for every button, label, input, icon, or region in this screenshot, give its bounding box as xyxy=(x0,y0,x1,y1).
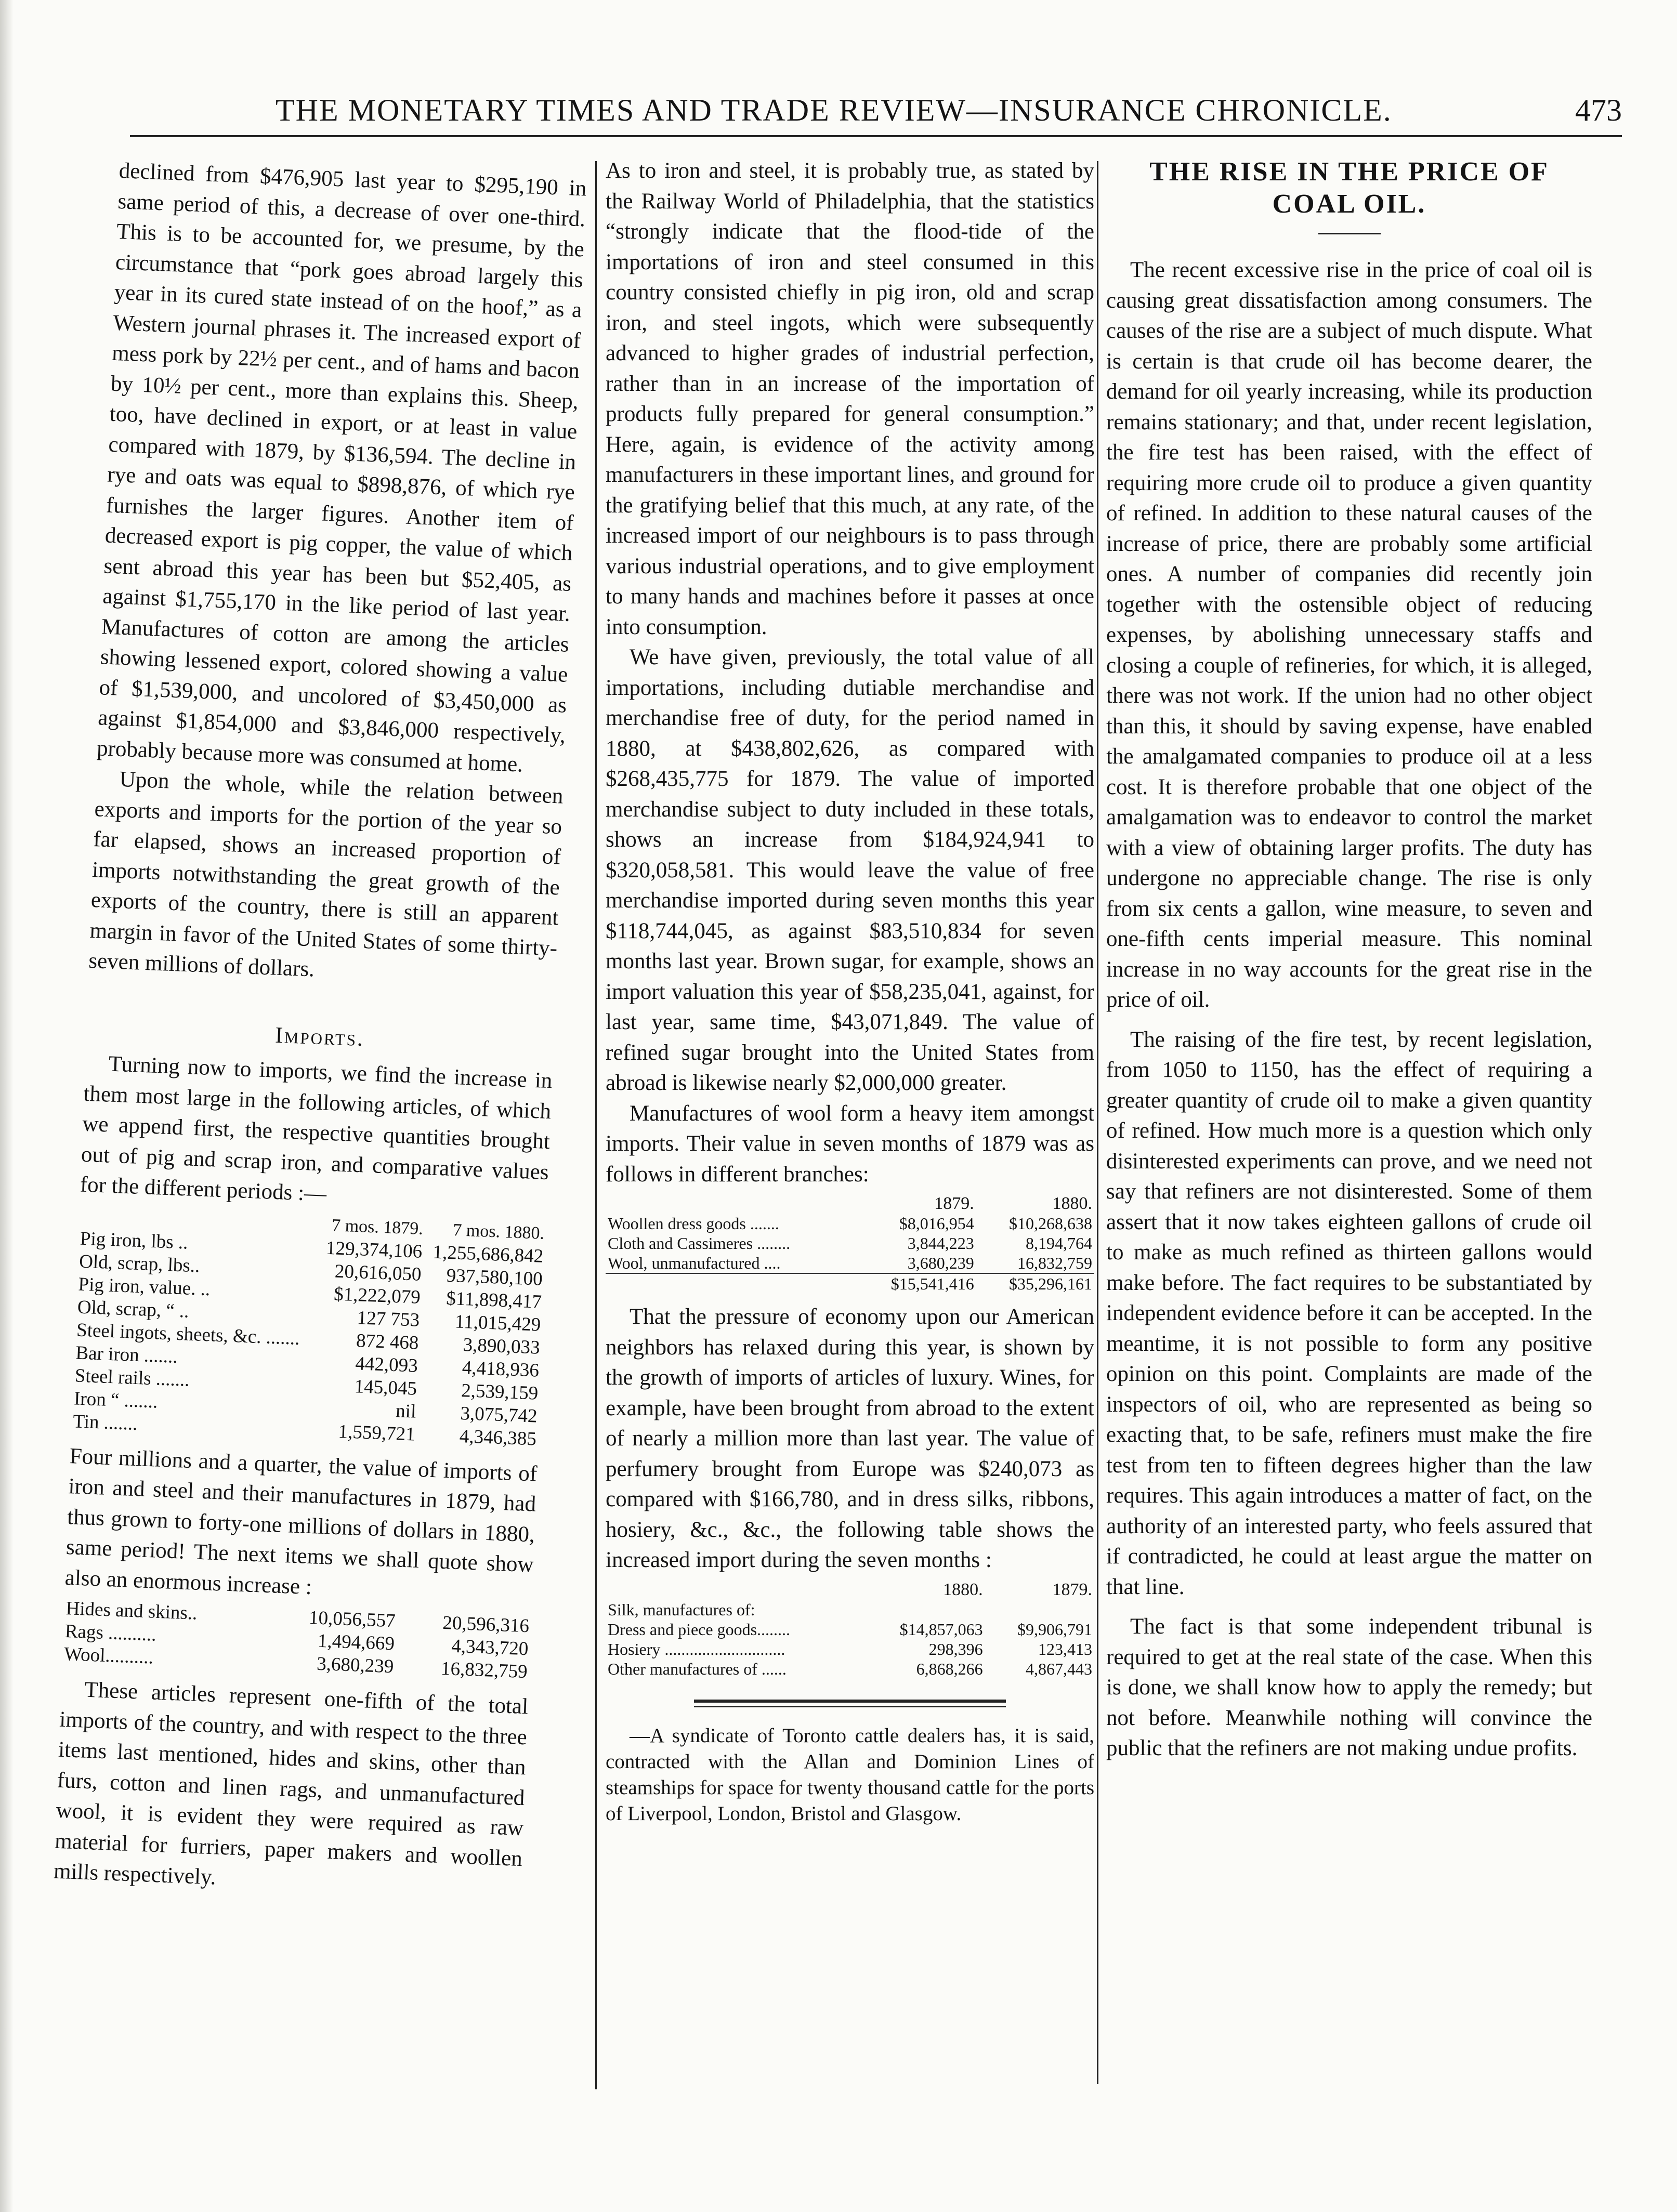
news-note: —A syndicate of Toronto cattle dealers has, it is said, contracted with the Allan and Dominion Lines of steamships for space for twenty thousand cattle for the ports of Liverpool, London, Bristol and Glasgow. xyxy=(606,1724,1094,1825)
table-header: 1879. xyxy=(1052,1579,1092,1599)
table-row: Hosiery ............................. 298,396 123,413 xyxy=(608,1639,1092,1658)
section-divider xyxy=(694,1700,1006,1707)
title-rule xyxy=(1318,233,1381,234)
paragraph: That the pressure of economy upon our American neighbors has relaxed during this year, is shown by the growth of imports of articles of luxury. Wines, for example, have been brought from abroad to the extent of nearly a million more than last year. The value of perfumery brought from Europe was $240,073 as compared with $166,780, and in dress silks, ribbons, hosiery, &c., &c., the following table shows the increased import during the seven months : xyxy=(606,1305,1094,1572)
paragraph: The raising of the fire test, by recent legislation, from 1050 to 1150, has the effect of requiring a greater quantity of crude oil to make a given quantity of refined. How much more is a question which only disinterested experiments can prove, and we need not say that refiners are not disinterested. Some of them assert that it now takes eighteen gallons of crude oil to make as much refined as thirteen gallons would make before. The fact requires to be substantiated by independent evidence before it can be accepted. In the meantime, it is not possible to form any positive opinion on this point. Complaints are made of the inspectors of oil, who are represented as being so exacting that, to be safe, refiners must make the fire test from ten to fifteen degrees higher than the law requires. This again introduces a matter of fact, on the authority of an interested party, who feels assured that if contradicted, he could at least argue the matter on that line. xyxy=(1106,1027,1592,1599)
paragraph: As to iron and steel, it is probably true, as stated by the Railway World of Philadelphia, that the statistics “strongly indicate that the flood-tide of the importations of iron and steel consumed in this country consisted chiefly in pig iron, old and scrap iron, and steel ingots, which were subsequently advanced to higher grades of industrial perfection, rather than in an increase of the importation of products fully prepared for general consumption.” Here, again, is evidence of the activity among manufacturers in these important lines, and ground for the gratifying belief that this much, at any rate, of the increased import of our neighbours is to pass through various industrial operations, and to give employment to many hands and machines before it passes at once into consumption. xyxy=(606,159,1094,639)
paragraph: Upon the whole, while the relation between exports and imports for the portion of the year so far elapsed, shows an increased proportion of imports notwithstanding the great growth of the exports of the country, there is still an apparent margin in favor of the United States of some thirty-seven millions of dollars. xyxy=(88,767,564,982)
table-header: 1880. xyxy=(943,1579,983,1599)
table-row: Other manufactures of ...... 6,868,266 4,867,443 xyxy=(608,1659,1092,1678)
running-title: THE MONETARY TIMES AND TRADE REVIEW—INSURANCE CHRONICLE. xyxy=(276,93,1392,127)
paragraph: Manufactures of wool form a heavy item amongst imports. Their value in seven months of 1879 was as follows in different branches: xyxy=(606,1101,1094,1187)
paragraph: Turning now to imports, we find the increase in them most large in the following articles, of which we append first, the respective quantities brought out of pig and scrap iron, and comparative values for the different periods :— xyxy=(80,1051,553,1206)
column-left xyxy=(53,156,587,1905)
table-row: Bar iron ....... 442,093 4,418,936 xyxy=(75,1341,540,1381)
table-row: Silk, manufactures of: xyxy=(608,1600,755,1619)
table-row: Tin ....... 1,559,721 4,346,385 xyxy=(72,1410,537,1450)
column-rule xyxy=(1097,161,1098,2084)
table-row: Rags .......... 1,494,669 4,343,720 xyxy=(64,1621,529,1660)
table-row: Cloth and Cassimeres ........ 3,844,223 8,194,764 xyxy=(608,1234,1092,1253)
column-middle xyxy=(606,156,1094,1827)
table-row: Steel ingots, sheets, &c. ....... 872 468 3,890,033 xyxy=(76,1319,541,1359)
table-row: Iron “ ....... nil 3,075,742 xyxy=(73,1387,538,1427)
column-rule xyxy=(595,161,597,2089)
table-row: Wool, unmanufactured .... 3,680,239 16,832,759 xyxy=(608,1254,1092,1272)
paragraph: The recent excessive rise in the price of coal oil is causing great dissatisfaction among consumers. The causes of the rise are a subject of much dispute. What is certain is that crude oil has become dearer, the demand for oil yearly increasing, while its production remains stationary; and that, under recent legislation, the fire test has been raised, with the effect of requiring more crude oil to produce a given quantity of refined. In addition to these natural causes of the increase of price, there are probably some artificial ones. A number of companies did recently join together with the ostensible object of reducing expenses, by abolishing unnecessary staffs and closing a couple of refineries, for which, it is alleged, there was not work. If the union had no other object than this, it should by saving expense, have enabled the amalgamated companies to produce oil at a less cost. It is therefore probable that one object of the amalgamation was to endeavor to control the market with a view of obtaining larger profits. The duty has undergone no appreciable change. The rise is only from six cents a gallon, wine measure, to seven and one-fifth cents imperial measure. This nominal increase in no way accounts for the great rise in the price of oil. xyxy=(1106,258,1592,1012)
table-header: 1879. xyxy=(934,1194,974,1213)
table-header xyxy=(606,1194,858,1214)
table-row: Steel rails ....... 145,045 2,539,159 xyxy=(74,1364,539,1404)
section-heading: Imports. xyxy=(274,1022,365,1051)
paragraph: Four millions and a quarter, the value of imports of iron and steel and their manufactures in 1879, had thus grown to forty-one millions of dollars in 1880, same period! The next items we shall quote show also an enormous increase : xyxy=(64,1443,538,1599)
binding-shadow xyxy=(0,0,14,2212)
column-right xyxy=(1106,156,1592,1764)
table-total-row: $15,541,416 $35,296,161 xyxy=(606,1273,1094,1294)
paragraph: We have given, previously, the total value of all importations, including dutiable merchandise and merchandise free of duty, for the period named in 1880, at $438,802,626, as compared with $268,435,775 for 1879. The value of imported merchandise subject to duty included in these totals, shows an increase from $184,924,941 to $320,058,581. This would leave the value of free merchandise imported during seven months this year $118,744,045, as against $83,510,834 for seven months last year. Brown sugar, for example, shows an import valuation this year of $58,235,041, against, for last year, same time, $43,071,849. The value of refined sugar brought into the United States from abroad is likewise nearly $2,000,000 greater. xyxy=(606,645,1094,1095)
hides-rags-wool-table xyxy=(61,1597,531,1683)
table-header: 7 mos. 1879. xyxy=(331,1215,424,1239)
page-header xyxy=(130,83,1622,137)
paragraph: The fact is that some independent tribunal is required to get at the real state of the case. When this is done, we shall know how to apply the remedy; but not before. Meanwhile nothing will convince the public that the refiners are not making undue profits. xyxy=(1106,1614,1592,1760)
table-row: Hides and skins.. 10,056,557 20,596,316 xyxy=(65,1598,530,1637)
table-row: Dress and piece goods........ $14,857,063 $9,906,791 xyxy=(608,1620,1092,1639)
article-title: THE RISE IN THE PRICE OF COAL OIL. xyxy=(1149,157,1549,219)
table-row: Pig iron, lbs .. 129,374,106 1,255,686,842 xyxy=(80,1228,544,1267)
paragraph: These articles represent one-fifth of the total imports of the country, and with respect to the three items last mentioned, hides and skins, other than furs, cotton and linen rags, and unmanufactured wool, it is evident they were required as raw material for furriers, paper makers and woollen mills respectively. xyxy=(53,1677,529,1890)
table-row: Old, scrap, lbs.. 20,616,050 937,580,100 xyxy=(78,1250,543,1290)
silk-manufactures-table xyxy=(606,1580,1094,1679)
table-row: Wool.......... 3,680,239 16,832,759 xyxy=(63,1643,528,1683)
paragraph: declined from $476,905 last year to $295,190 in same period of this, a decrease of over one-third. This is to be accounted for, we presume, by the circumstance that “pork goes abroad largely this year in its cured state instead of on the hoof,” as a Western journal phrases it. The increased export of mess pork by 22½ per cent., and of hams and bacon by 10½ per cent., more than explains this. Sheep, too, have declined in export, or at least in value compared with 1879, by $136,594. The decline in rye and oats was equal to $898,876, of which rye furnishes the larger figures. Another item of decreased export is pig copper, the value of which sent abroad this year has been but $52,405, as against $1,755,170 in the like period of last year. Manufactures of cotton are among the articles showing lessened export, colored showing a value of $1,539,000, and uncolored of $3,450,000 as against $1,854,000 and $3,846,000 respectively, probably because more was consumed at home. xyxy=(96,158,587,777)
table-row: Pig iron, value. .. $1,222,079 $11,898,417 xyxy=(77,1273,542,1313)
table-row: Old, scrap, “ .. 127 753 11,015,429 xyxy=(77,1296,542,1336)
iron-imports-table xyxy=(71,1204,547,1451)
table-header xyxy=(606,1580,864,1600)
table-header: 1880. xyxy=(1052,1194,1092,1213)
wool-manufactures-table xyxy=(606,1194,1094,1294)
table-header: 7 mos. 1880. xyxy=(452,1220,545,1243)
page-number: 473 xyxy=(1575,93,1622,127)
table-row: Woollen dress goods ....... $8,016,954 $10,268,638 xyxy=(608,1214,1092,1233)
